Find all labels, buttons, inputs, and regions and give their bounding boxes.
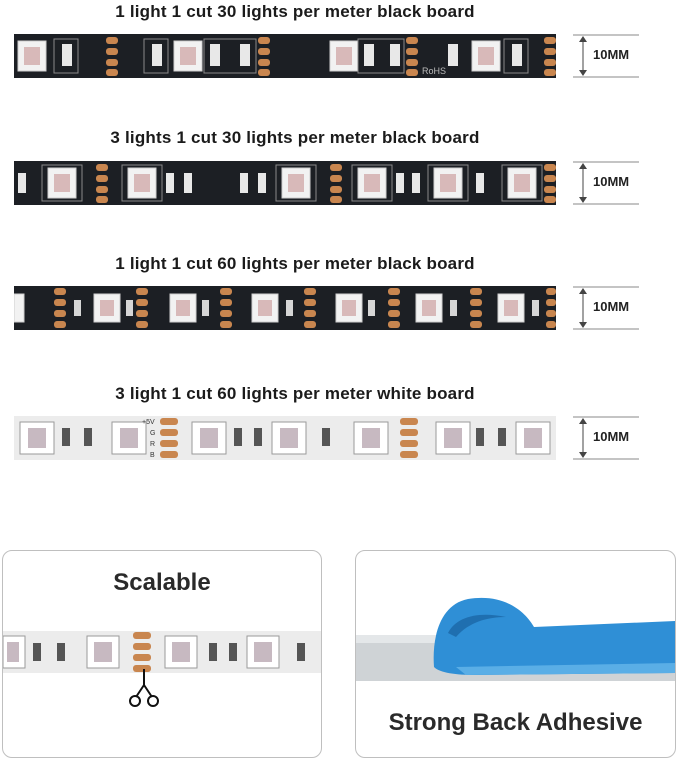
scalable-card [2,550,322,758]
strip-title-2: 3 lights 1 cut 30 lights per meter black board [110,128,480,147]
rohs-mark: RoHS [422,66,447,76]
led-strip-4-graphic [14,416,556,460]
strip-title-3: 1 light 1 cut 60 lights per meter black board [115,254,475,273]
scalable-title: Scalable [113,569,211,596]
dimension-marker-1 [573,34,641,78]
scalable-strip-graphic [3,551,321,757]
led-strip-3-graphic [14,286,556,330]
dimension-label: 10MM [593,299,630,314]
pad-label: B [150,452,155,459]
pad-label: R [150,441,156,448]
dimension-marker-4 [573,416,641,460]
dimension-label: 10MM [593,174,630,189]
led-strip-1-graphic [14,34,556,78]
led-strip-4 [14,416,556,460]
led-strip-2-graphic [14,161,556,205]
adhesive-title: Strong Back Adhesive [388,709,643,736]
dimension-label: 10MM [593,429,630,444]
dimension-marker-2 [573,161,641,205]
led-strip-3 [14,286,556,330]
strip-title-4: 3 light 1 cut 60 lights per meter white board [115,384,475,403]
adhesive-card [355,550,676,758]
pad-label: G [150,430,156,437]
pad-label: +5V [142,419,155,426]
dimension-marker-3 [573,286,641,330]
scissors-icon [129,669,159,709]
led-strip-1 [14,34,556,78]
dimension-label: 10MM [593,47,630,62]
strip-title-1: 1 light 1 cut 30 lights per meter black board [115,2,475,21]
led-strip-2 [14,161,556,205]
